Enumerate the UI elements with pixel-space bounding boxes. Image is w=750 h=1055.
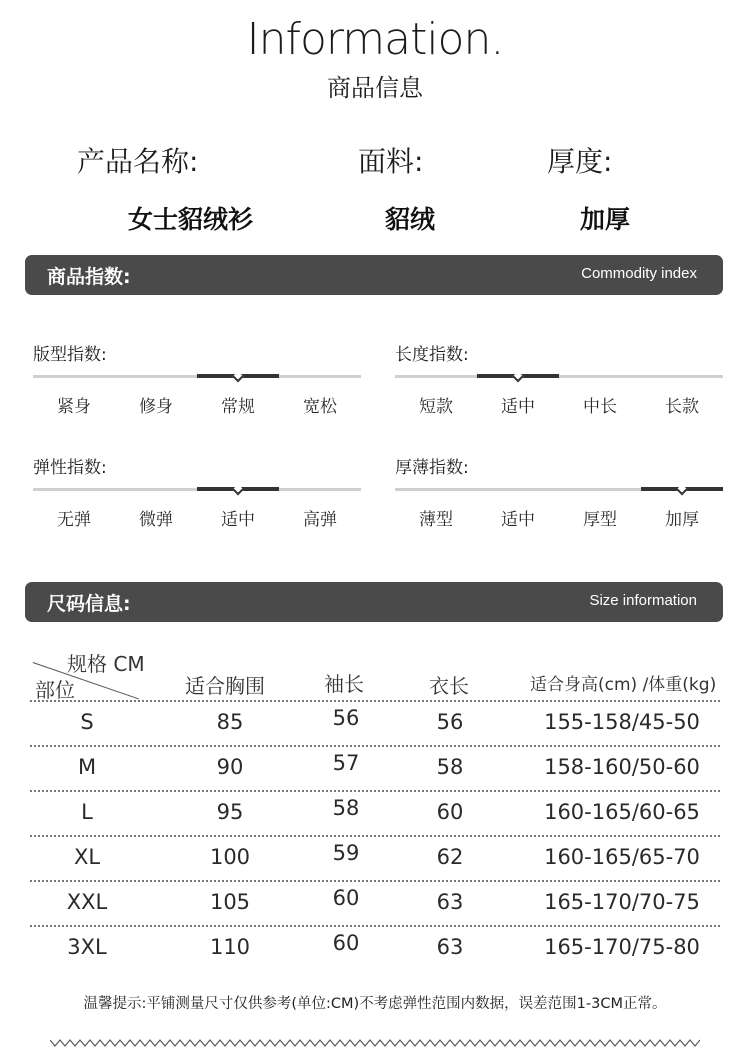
table-cell: 105	[209, 890, 251, 914]
table-row	[30, 702, 720, 747]
index-selected-marker	[641, 487, 723, 491]
index-track	[33, 488, 361, 491]
size-info-title: 尺码信息:	[47, 593, 131, 615]
table-cell: 58	[436, 755, 464, 779]
table-cell: 60	[332, 886, 360, 910]
index-option: 薄型	[419, 510, 453, 530]
table-cell: 59	[332, 841, 360, 865]
index-option: 修身	[139, 397, 173, 417]
table-row	[30, 927, 720, 972]
index-option: 适中	[221, 510, 255, 530]
thickness-value: 加厚	[580, 205, 631, 234]
commodity-index-en: Commodity index	[581, 265, 697, 282]
fabric-value: 貂绒	[385, 205, 436, 234]
index-title: 弹性指数:	[33, 458, 107, 478]
index-option: 加厚	[665, 510, 699, 530]
size-info-en: Size information	[589, 592, 697, 609]
measurement-note: 温馨提示:平铺测量尺寸仅供参考(单位:CM)不考虑弹性范围内数据，误差范围1-3CM正常。	[83, 996, 667, 1012]
table-row	[30, 837, 720, 882]
table-cell: 63	[436, 890, 464, 914]
index-option: 中长	[583, 397, 617, 417]
index-option: 宽松	[303, 397, 337, 417]
table-cell: 63	[436, 935, 464, 959]
chevron-down-icon	[512, 371, 523, 382]
table-row	[30, 882, 720, 927]
wave-divider-icon	[50, 1030, 700, 1050]
header-sleeve: 袖长	[324, 672, 364, 696]
index-selected-marker	[197, 374, 279, 378]
table-cell: 60	[332, 931, 360, 955]
product-name-label: 产品名称:	[77, 145, 199, 178]
table-cell: 100	[209, 845, 251, 869]
chevron-down-icon	[676, 484, 687, 495]
index-selected-marker	[197, 487, 279, 491]
table-cell: 60	[436, 800, 464, 824]
table-cell: 57	[332, 751, 360, 775]
header-chest: 适合胸围	[185, 674, 265, 698]
table-cell: 160-165/65-70	[544, 845, 700, 869]
table-cell: 56	[436, 710, 464, 734]
size-label: XXL	[66, 890, 108, 914]
table-cell: 58	[332, 796, 360, 820]
index-option: 短款	[419, 397, 453, 417]
index-option: 适中	[501, 397, 535, 417]
table-cell: 110	[209, 935, 251, 959]
index-option: 无弹	[57, 510, 91, 530]
table-corner-header	[25, 640, 145, 700]
index-title: 长度指数:	[395, 345, 469, 365]
size-label: 3XL	[67, 935, 107, 959]
size-info-bar	[25, 582, 723, 622]
index-title: 厚薄指数:	[395, 458, 469, 478]
table-cell: 158-160/50-60	[544, 755, 700, 779]
index-option: 长款	[665, 397, 699, 417]
index-track	[395, 488, 723, 491]
page-title: Information.	[246, 14, 504, 65]
table-cell: 56	[332, 706, 360, 730]
index-selected-marker	[477, 374, 559, 378]
table-cell: 160-165/60-65	[544, 800, 700, 824]
index-option: 厚型	[583, 510, 617, 530]
commodity-index-bar	[25, 255, 723, 295]
header-height-weight: 适合身高(cm) /体重(kg)	[530, 675, 717, 695]
index-title: 版型指数:	[33, 345, 107, 365]
size-label: L	[81, 800, 93, 824]
index-option: 微弹	[139, 510, 173, 530]
table-row	[30, 747, 720, 792]
commodity-index-title: 商品指数:	[47, 266, 131, 288]
corner-top-label: 规格 CM	[67, 652, 145, 676]
size-label: S	[80, 710, 94, 734]
size-label: M	[77, 755, 97, 779]
chevron-down-icon	[232, 371, 243, 382]
table-cell: 62	[436, 845, 464, 869]
header-length: 衣长	[429, 674, 469, 698]
table-cell: 90	[216, 755, 244, 779]
page-subtitle: 商品信息	[327, 74, 423, 102]
thickness-label: 厚度:	[547, 145, 613, 178]
size-label: XL	[73, 845, 101, 869]
table-row	[30, 792, 720, 837]
index-option: 紧身	[57, 397, 91, 417]
table-cell: 165-170/70-75	[544, 890, 700, 914]
chevron-down-icon	[232, 484, 243, 495]
product-name-value: 女士貂绒衫	[128, 205, 254, 234]
index-option: 高弹	[303, 510, 337, 530]
table-cell: 155-158/45-50	[544, 710, 700, 734]
index-option: 适中	[501, 510, 535, 530]
corner-bottom-label: 部位	[35, 678, 75, 702]
table-cell: 95	[216, 800, 244, 824]
table-cell: 165-170/75-80	[544, 935, 700, 959]
index-track	[33, 375, 361, 378]
index-track	[395, 375, 723, 378]
index-option: 常规	[221, 397, 255, 417]
table-cell: 85	[216, 710, 244, 734]
fabric-label: 面料:	[358, 145, 424, 178]
